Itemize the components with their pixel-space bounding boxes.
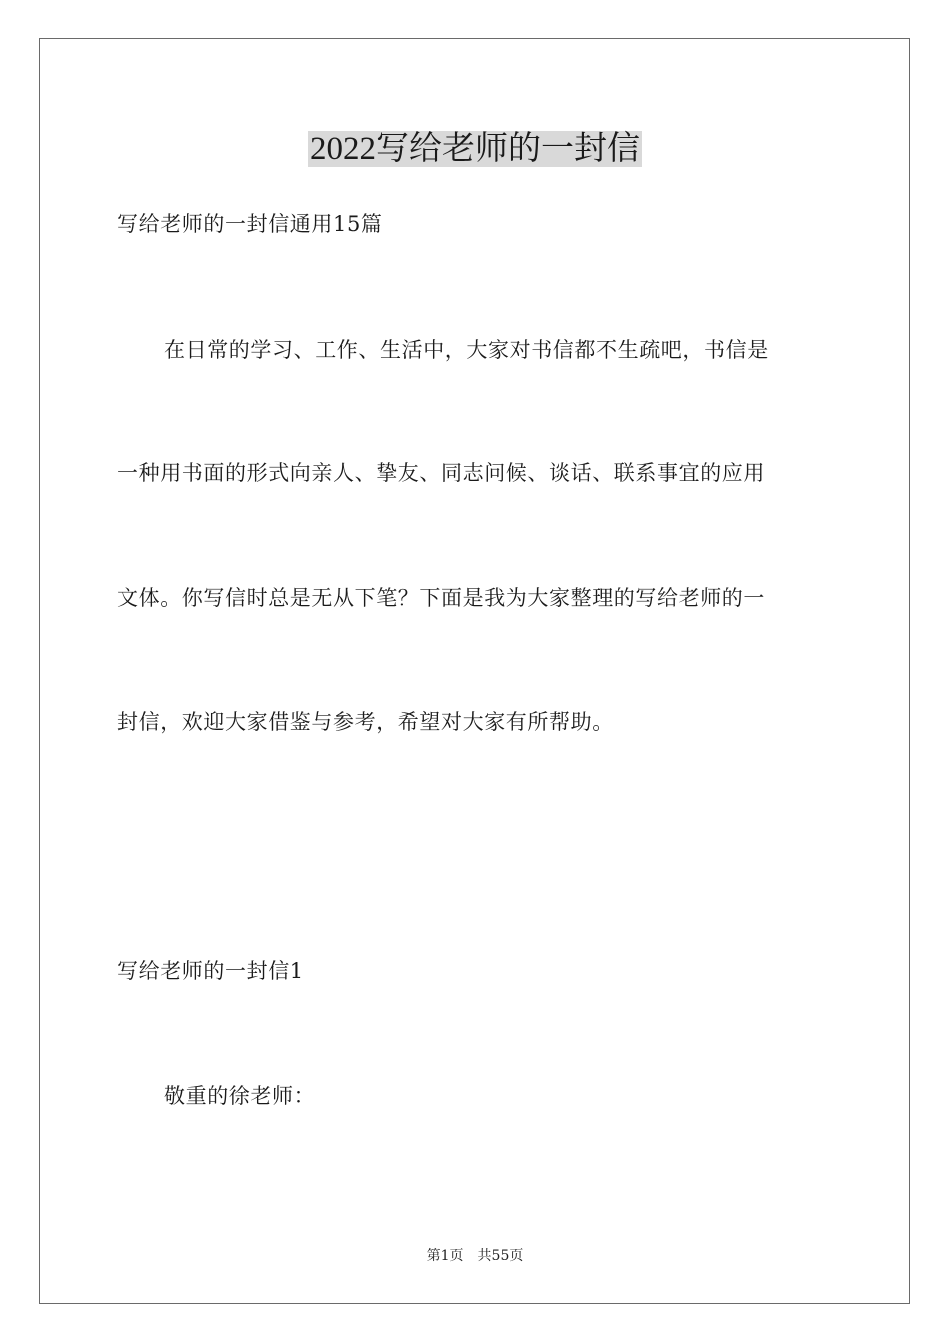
page-total: 共55页 <box>477 1248 524 1264</box>
page-number: 第1页 <box>426 1248 464 1264</box>
salutation: 敬重的徐老师： <box>164 1084 316 1108</box>
page-footer <box>0 1246 950 1266</box>
paragraph-line-4: 封信，欢迎大家借鉴与参考，希望对大家有所帮助。 <box>117 710 614 734</box>
document-subtitle: 写给老师的一封信通用15篇 <box>117 212 383 236</box>
section-heading: 写给老师的一封信1 <box>117 959 304 983</box>
paragraph-line-2: 一种用书面的形式向亲人、挚友、同志问候、谈话、联系事宜的应用 <box>117 461 765 485</box>
document-title <box>0 127 950 171</box>
document-title-text: 2022写给老师的一封信 <box>310 131 640 167</box>
paragraph-line-3: 文体。你写信时总是无从下笔？下面是我为大家整理的写给老师的一 <box>117 586 765 610</box>
paragraph-line-1: 在日常的学习、工作、生活中，大家对书信都不生疏吧，书信是 <box>164 338 769 362</box>
